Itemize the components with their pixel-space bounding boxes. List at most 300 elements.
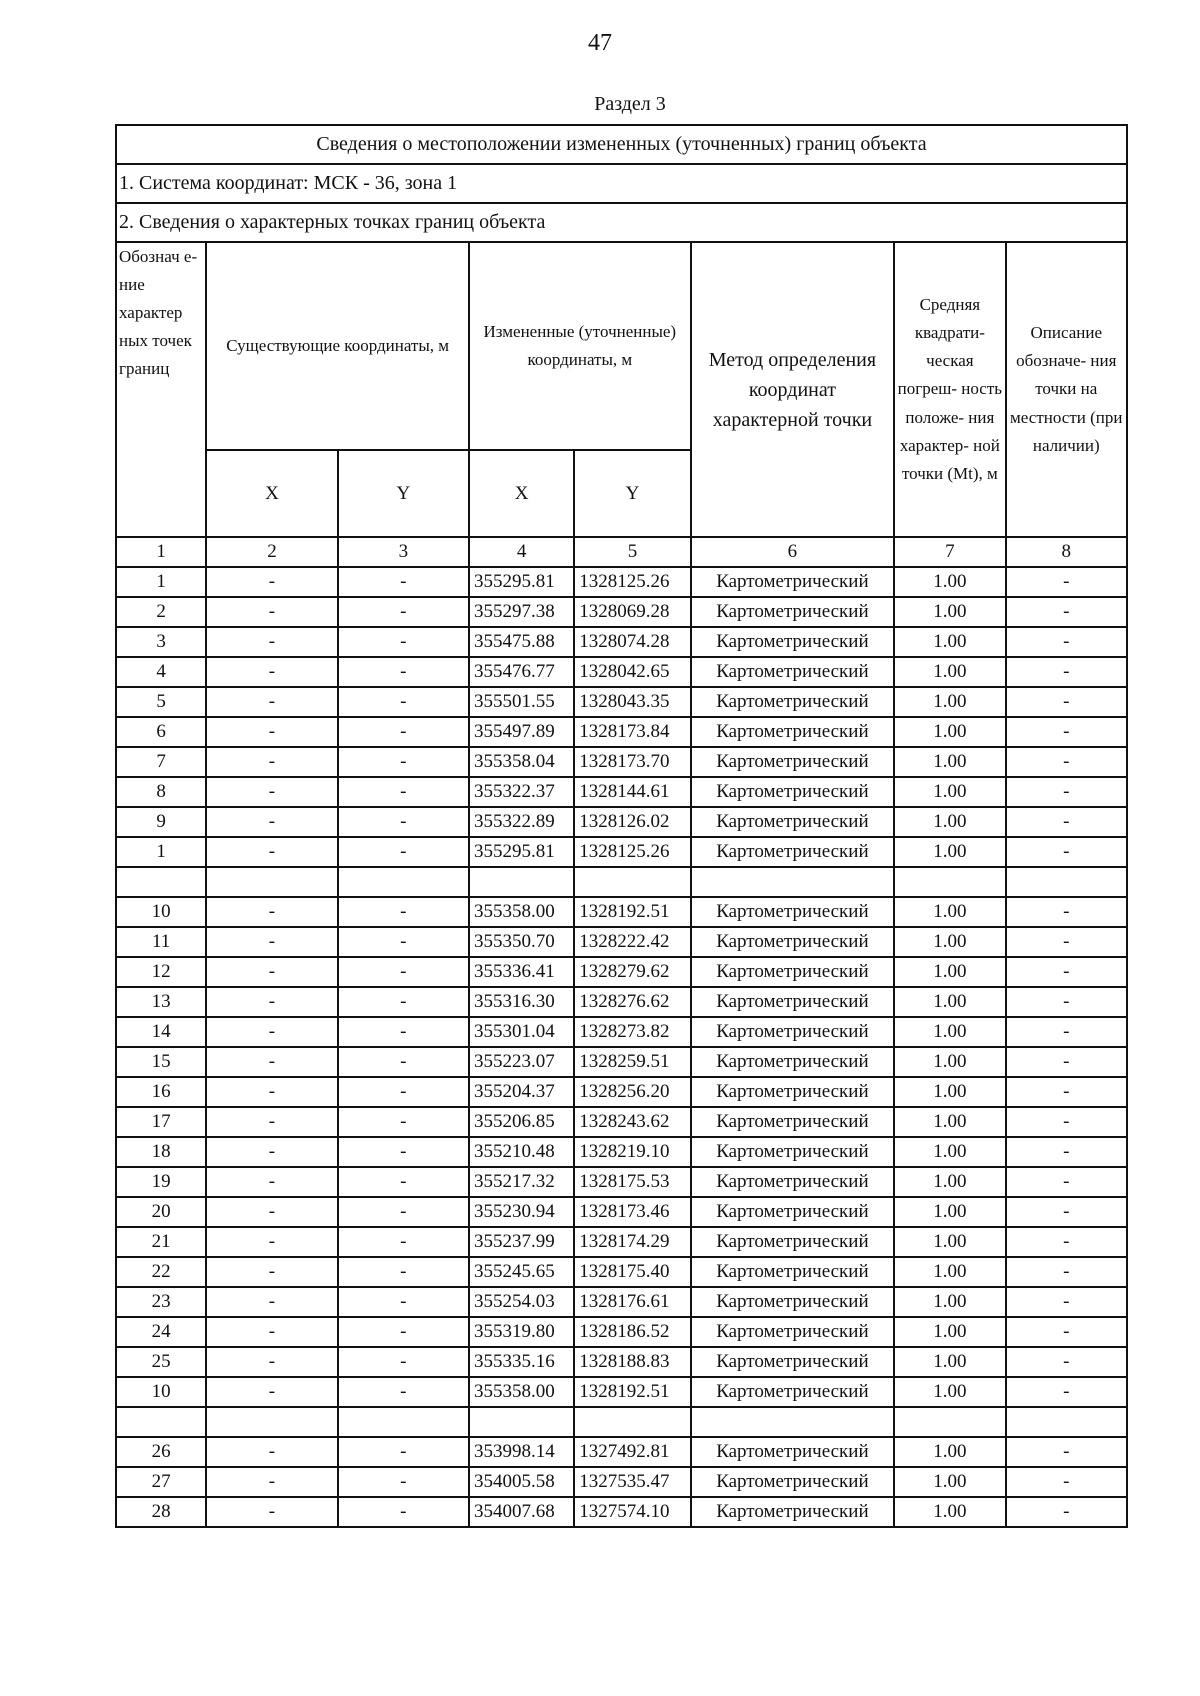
header-method: Метод определения координат характерной точки — [691, 242, 895, 537]
method-cell: Картометрический — [691, 567, 895, 597]
changed-x-cell: 355295.81 — [469, 837, 574, 867]
description-cell: - — [1006, 1197, 1127, 1227]
existing-y-cell: - — [338, 747, 469, 777]
table-row — [116, 1497, 1127, 1527]
table-row — [116, 1137, 1127, 1167]
description-cell: - — [1006, 1347, 1127, 1377]
existing-x-cell: - — [206, 1257, 337, 1287]
changed-x-cell: 355322.89 — [469, 807, 574, 837]
mean-error-cell: 1.00 — [894, 927, 1005, 957]
changed-x-cell: 355254.03 — [469, 1287, 574, 1317]
header-existing-x: X — [206, 450, 337, 537]
changed-x-cell: 355301.04 — [469, 1017, 574, 1047]
changed-x-cell: 355237.99 — [469, 1227, 574, 1257]
table-row — [116, 717, 1127, 747]
mean-error-cell: 1.00 — [894, 1137, 1005, 1167]
description-cell: - — [1006, 1287, 1127, 1317]
changed-x-cell: 354007.68 — [469, 1497, 574, 1527]
point-number-cell: 22 — [116, 1257, 206, 1287]
changed-x-cell: 355358.00 — [469, 897, 574, 927]
existing-x-cell: - — [206, 1227, 337, 1257]
existing-y-cell: - — [338, 897, 469, 927]
existing-y-cell: - — [338, 1137, 469, 1167]
existing-y-cell: - — [338, 1377, 469, 1407]
description-cell: - — [1006, 777, 1127, 807]
changed-y-cell — [574, 867, 690, 897]
changed-x-cell: 355335.16 — [469, 1347, 574, 1377]
changed-x-cell: 355336.41 — [469, 957, 574, 987]
existing-x-cell: - — [206, 1107, 337, 1137]
section-title: Раздел 3 — [594, 93, 666, 115]
existing-y-cell: - — [338, 1107, 469, 1137]
column-number: 6 — [691, 537, 895, 567]
description-cell: - — [1006, 1167, 1127, 1197]
mean-error-cell: 1.00 — [894, 1227, 1005, 1257]
changed-y-cell: 1328256.20 — [574, 1077, 690, 1107]
existing-y-cell: - — [338, 1077, 469, 1107]
changed-y-cell: 1328276.62 — [574, 987, 690, 1017]
changed-y-cell: 1328173.46 — [574, 1197, 690, 1227]
existing-x-cell: - — [206, 1377, 337, 1407]
description-cell: - — [1006, 1377, 1127, 1407]
header-changed-y: Y — [574, 450, 690, 537]
table-row — [116, 1377, 1127, 1407]
existing-x-cell — [206, 867, 337, 897]
table-row — [116, 1077, 1127, 1107]
changed-x-cell: 355358.00 — [469, 1377, 574, 1407]
method-cell: Картометрический — [691, 1257, 895, 1287]
header-designation: Обознач е-ние характер ных точек границ — [116, 242, 206, 537]
changed-y-cell: 1328043.35 — [574, 687, 690, 717]
mean-error-cell: 1.00 — [894, 1317, 1005, 1347]
table-row — [116, 1107, 1127, 1137]
existing-y-cell: - — [338, 1197, 469, 1227]
table-row — [116, 1047, 1127, 1077]
table-row — [116, 657, 1127, 687]
description-cell: - — [1006, 1107, 1127, 1137]
table-row — [116, 597, 1127, 627]
existing-y-cell: - — [338, 807, 469, 837]
changed-x-cell: 355350.70 — [469, 927, 574, 957]
changed-y-cell: 1328074.28 — [574, 627, 690, 657]
existing-x-cell: - — [206, 597, 337, 627]
existing-y-cell — [338, 867, 469, 897]
mean-error-cell: 1.00 — [894, 1497, 1005, 1527]
mean-error-cell: 1.00 — [894, 897, 1005, 927]
existing-y-cell: - — [338, 567, 469, 597]
changed-x-cell: 355230.94 — [469, 1197, 574, 1227]
column-numbers-row — [116, 537, 1127, 567]
existing-x-cell: - — [206, 927, 337, 957]
table-row — [116, 1197, 1127, 1227]
description-cell: - — [1006, 1017, 1127, 1047]
existing-y-cell: - — [338, 717, 469, 747]
description-cell: - — [1006, 1077, 1127, 1107]
table-row — [116, 927, 1127, 957]
changed-x-cell — [469, 1407, 574, 1437]
method-cell: Картометрический — [691, 1317, 895, 1347]
changed-x-cell: 355319.80 — [469, 1317, 574, 1347]
changed-y-cell: 1328188.83 — [574, 1347, 690, 1377]
existing-x-cell — [206, 1407, 337, 1437]
description-cell: - — [1006, 1137, 1127, 1167]
changed-y-cell: 1328192.51 — [574, 897, 690, 927]
existing-x-cell: - — [206, 627, 337, 657]
existing-y-cell: - — [338, 777, 469, 807]
mean-error-cell: 1.00 — [894, 1077, 1005, 1107]
table-row — [116, 837, 1127, 867]
changed-x-cell: 355245.65 — [469, 1257, 574, 1287]
changed-y-cell: 1327492.81 — [574, 1437, 690, 1467]
point-number-cell: 5 — [116, 687, 206, 717]
point-number-cell: 13 — [116, 987, 206, 1017]
table-row — [116, 957, 1127, 987]
header-description: Описание обозначе- ния точки на местности (при наличии) — [1006, 242, 1127, 537]
table-row — [116, 1437, 1127, 1467]
changed-y-cell — [574, 1407, 690, 1437]
mean-error-cell: 1.00 — [894, 567, 1005, 597]
mean-error-cell: 1.00 — [894, 1047, 1005, 1077]
existing-x-cell: - — [206, 747, 337, 777]
point-number-cell: 15 — [116, 1047, 206, 1077]
table-row-separator — [116, 867, 1127, 897]
table-banner: Сведения о местоположении измененных (уточненных) границ объекта — [116, 125, 1127, 164]
changed-y-cell: 1328186.52 — [574, 1317, 690, 1347]
description-cell: - — [1006, 597, 1127, 627]
existing-x-cell: - — [206, 1497, 337, 1527]
method-cell: Картометрический — [691, 717, 895, 747]
existing-y-cell: - — [338, 1497, 469, 1527]
changed-x-cell: 355210.48 — [469, 1137, 574, 1167]
changed-y-cell: 1328125.26 — [574, 837, 690, 867]
changed-y-cell: 1327574.10 — [574, 1497, 690, 1527]
changed-y-cell: 1328175.40 — [574, 1257, 690, 1287]
existing-x-cell: - — [206, 657, 337, 687]
point-number-cell: 27 — [116, 1467, 206, 1497]
mean-error-cell: 1.00 — [894, 987, 1005, 1017]
existing-y-cell: - — [338, 837, 469, 867]
mean-error-cell — [894, 867, 1005, 897]
existing-y-cell: - — [338, 1437, 469, 1467]
method-cell: Картометрический — [691, 837, 895, 867]
description-cell: - — [1006, 837, 1127, 867]
mean-error-cell: 1.00 — [894, 1347, 1005, 1377]
existing-x-cell: - — [206, 957, 337, 987]
changed-x-cell: 355501.55 — [469, 687, 574, 717]
point-number-cell: 26 — [116, 1437, 206, 1467]
changed-y-cell: 1328069.28 — [574, 597, 690, 627]
point-number-cell — [116, 1407, 206, 1437]
existing-x-cell: - — [206, 1137, 337, 1167]
description-cell: - — [1006, 747, 1127, 777]
existing-x-cell: - — [206, 717, 337, 747]
description-cell: - — [1006, 687, 1127, 717]
table-body — [116, 567, 1127, 1527]
existing-y-cell: - — [338, 1227, 469, 1257]
description-cell: - — [1006, 1437, 1127, 1467]
existing-x-cell: - — [206, 1317, 337, 1347]
mean-error-cell: 1.00 — [894, 657, 1005, 687]
description-cell: - — [1006, 1317, 1127, 1347]
method-cell: Картометрический — [691, 927, 895, 957]
changed-x-cell: 355223.07 — [469, 1047, 574, 1077]
column-number: 2 — [206, 537, 337, 567]
method-cell: Картометрический — [691, 1437, 895, 1467]
existing-y-cell: - — [338, 1467, 469, 1497]
table-row — [116, 897, 1127, 927]
point-number-cell: 14 — [116, 1017, 206, 1047]
changed-y-cell: 1328144.61 — [574, 777, 690, 807]
existing-x-cell: - — [206, 1077, 337, 1107]
point-number-cell: 2 — [116, 597, 206, 627]
table-row — [116, 1347, 1127, 1377]
mean-error-cell: 1.00 — [894, 747, 1005, 777]
point-number-cell: 28 — [116, 1497, 206, 1527]
existing-y-cell: - — [338, 657, 469, 687]
method-cell: Картометрический — [691, 957, 895, 987]
existing-x-cell: - — [206, 567, 337, 597]
existing-y-cell: - — [338, 987, 469, 1017]
point-number-cell: 10 — [116, 897, 206, 927]
mean-error-cell: 1.00 — [894, 1287, 1005, 1317]
header-existing-y: Y — [338, 450, 469, 537]
changed-y-cell: 1328222.42 — [574, 927, 690, 957]
existing-y-cell: - — [338, 1347, 469, 1377]
changed-y-cell: 1328219.10 — [574, 1137, 690, 1167]
changed-x-cell: 355358.04 — [469, 747, 574, 777]
table-row — [116, 747, 1127, 777]
header-mean-error: Средняя квадрати- ческая погреш- ность положе- ния характер- ной точки (Mt), м — [894, 242, 1005, 537]
point-number-cell: 4 — [116, 657, 206, 687]
changed-y-cell: 1328176.61 — [574, 1287, 690, 1317]
mean-error-cell: 1.00 — [894, 717, 1005, 747]
existing-x-cell: - — [206, 1347, 337, 1377]
method-cell: Картометрический — [691, 1047, 895, 1077]
point-number-cell: 21 — [116, 1227, 206, 1257]
method-cell: Картометрический — [691, 1287, 895, 1317]
point-number-cell: 1 — [116, 567, 206, 597]
column-number: 8 — [1006, 537, 1127, 567]
table-row — [116, 1287, 1127, 1317]
description-cell: - — [1006, 1497, 1127, 1527]
description-cell — [1006, 1407, 1127, 1437]
mean-error-cell: 1.00 — [894, 627, 1005, 657]
point-number-cell: 17 — [116, 1107, 206, 1137]
table-row-separator — [116, 1407, 1127, 1437]
method-cell: Картометрический — [691, 1107, 895, 1137]
existing-y-cell: - — [338, 627, 469, 657]
mean-error-cell: 1.00 — [894, 807, 1005, 837]
changed-x-cell: 355204.37 — [469, 1077, 574, 1107]
method-cell: Картометрический — [691, 1467, 895, 1497]
point-number-cell: 10 — [116, 1377, 206, 1407]
method-cell: Картометрический — [691, 807, 895, 837]
existing-x-cell: - — [206, 1467, 337, 1497]
column-number: 4 — [469, 537, 574, 567]
changed-y-cell: 1328173.84 — [574, 717, 690, 747]
description-cell: - — [1006, 1257, 1127, 1287]
point-number-cell: 9 — [116, 807, 206, 837]
existing-y-cell: - — [338, 1047, 469, 1077]
table-row — [116, 687, 1127, 717]
method-cell — [691, 867, 895, 897]
existing-y-cell: - — [338, 597, 469, 627]
changed-y-cell: 1328175.53 — [574, 1167, 690, 1197]
changed-y-cell: 1328192.51 — [574, 1377, 690, 1407]
method-cell: Картометрический — [691, 1227, 895, 1257]
existing-x-cell: - — [206, 897, 337, 927]
table-row — [116, 777, 1127, 807]
table-row — [116, 627, 1127, 657]
table-row — [116, 1317, 1127, 1347]
existing-x-cell: - — [206, 987, 337, 1017]
changed-y-cell: 1328259.51 — [574, 1047, 690, 1077]
method-cell: Картометрический — [691, 687, 895, 717]
description-cell: - — [1006, 987, 1127, 1017]
page-number: 47 — [588, 30, 612, 56]
changed-y-cell: 1328279.62 — [574, 957, 690, 987]
changed-x-cell: 355476.77 — [469, 657, 574, 687]
method-cell: Картометрический — [691, 1137, 895, 1167]
description-cell: - — [1006, 957, 1127, 987]
table-row — [116, 987, 1127, 1017]
mean-error-cell: 1.00 — [894, 597, 1005, 627]
column-number: 7 — [894, 537, 1005, 567]
description-cell: - — [1006, 1047, 1127, 1077]
method-cell: Картометрический — [691, 1017, 895, 1047]
point-number-cell: 8 — [116, 777, 206, 807]
existing-y-cell: - — [338, 1317, 469, 1347]
description-cell: - — [1006, 567, 1127, 597]
mean-error-cell: 1.00 — [894, 687, 1005, 717]
coordinates-table — [115, 124, 1128, 1528]
point-number-cell: 1 — [116, 837, 206, 867]
description-cell: - — [1006, 897, 1127, 927]
mean-error-cell: 1.00 — [894, 1467, 1005, 1497]
table-row — [116, 1227, 1127, 1257]
column-number: 5 — [574, 537, 690, 567]
point-number-cell: 18 — [116, 1137, 206, 1167]
method-cell: Картометрический — [691, 1167, 895, 1197]
changed-y-cell: 1328174.29 — [574, 1227, 690, 1257]
existing-x-cell: - — [206, 837, 337, 867]
mean-error-cell: 1.00 — [894, 837, 1005, 867]
point-number-cell — [116, 867, 206, 897]
existing-x-cell: - — [206, 777, 337, 807]
existing-y-cell: - — [338, 1287, 469, 1317]
changed-x-cell: 355475.88 — [469, 627, 574, 657]
point-number-cell: 11 — [116, 927, 206, 957]
column-number: 3 — [338, 537, 469, 567]
changed-y-cell: 1328243.62 — [574, 1107, 690, 1137]
changed-y-cell: 1328125.26 — [574, 567, 690, 597]
changed-y-cell: 1328173.70 — [574, 747, 690, 777]
method-cell: Картометрический — [691, 657, 895, 687]
existing-y-cell: - — [338, 687, 469, 717]
mean-error-cell: 1.00 — [894, 1377, 1005, 1407]
mean-error-cell: 1.00 — [894, 1167, 1005, 1197]
coordinate-system: 1. Система координат: МСК - 36, зона 1 — [116, 164, 1127, 203]
existing-y-cell: - — [338, 927, 469, 957]
method-cell: Картометрический — [691, 1377, 895, 1407]
existing-y-cell: - — [338, 1167, 469, 1197]
header-existing-coords: Существующие координаты, м — [206, 242, 469, 450]
method-cell: Картометрический — [691, 1077, 895, 1107]
existing-x-cell: - — [206, 807, 337, 837]
changed-y-cell: 1328042.65 — [574, 657, 690, 687]
method-cell — [691, 1407, 895, 1437]
table-row — [116, 807, 1127, 837]
mean-error-cell: 1.00 — [894, 1107, 1005, 1137]
method-cell: Картометрический — [691, 897, 895, 927]
method-cell: Картометрический — [691, 1497, 895, 1527]
header-changed-x: X — [469, 450, 574, 537]
existing-x-cell: - — [206, 1287, 337, 1317]
changed-x-cell: 355316.30 — [469, 987, 574, 1017]
method-cell: Картометрический — [691, 1197, 895, 1227]
existing-x-cell: - — [206, 1197, 337, 1227]
point-number-cell: 6 — [116, 717, 206, 747]
description-cell: - — [1006, 657, 1127, 687]
method-cell: Картометрический — [691, 597, 895, 627]
description-cell: - — [1006, 627, 1127, 657]
changed-x-cell: 354005.58 — [469, 1467, 574, 1497]
header-changed-coords: Измененные (уточненные) координаты, м — [469, 242, 691, 450]
existing-y-cell — [338, 1407, 469, 1437]
method-cell: Картометрический — [691, 627, 895, 657]
description-cell: - — [1006, 717, 1127, 747]
description-cell: - — [1006, 1467, 1127, 1497]
method-cell: Картометрический — [691, 987, 895, 1017]
table-row — [116, 1257, 1127, 1287]
table-row — [116, 567, 1127, 597]
point-number-cell: 23 — [116, 1287, 206, 1317]
changed-x-cell — [469, 867, 574, 897]
existing-x-cell: - — [206, 1167, 337, 1197]
changed-x-cell: 353998.14 — [469, 1437, 574, 1467]
point-number-cell: 3 — [116, 627, 206, 657]
table-row — [116, 1467, 1127, 1497]
existing-x-cell: - — [206, 1017, 337, 1047]
point-number-cell: 25 — [116, 1347, 206, 1377]
changed-y-cell: 1328126.02 — [574, 807, 690, 837]
changed-x-cell: 355295.81 — [469, 567, 574, 597]
mean-error-cell — [894, 1407, 1005, 1437]
description-cell: - — [1006, 927, 1127, 957]
point-number-cell: 20 — [116, 1197, 206, 1227]
description-cell — [1006, 867, 1127, 897]
existing-x-cell: - — [206, 1437, 337, 1467]
changed-x-cell: 355217.32 — [469, 1167, 574, 1197]
description-cell: - — [1006, 807, 1127, 837]
existing-y-cell: - — [338, 1257, 469, 1287]
method-cell: Картометрический — [691, 747, 895, 777]
table-row — [116, 1167, 1127, 1197]
changed-x-cell: 355297.38 — [469, 597, 574, 627]
existing-y-cell: - — [338, 957, 469, 987]
existing-x-cell: - — [206, 687, 337, 717]
changed-x-cell: 355497.89 — [469, 717, 574, 747]
existing-y-cell: - — [338, 1017, 469, 1047]
description-cell: - — [1006, 1227, 1127, 1257]
mean-error-cell: 1.00 — [894, 1017, 1005, 1047]
mean-error-cell: 1.00 — [894, 1257, 1005, 1287]
method-cell: Картометрический — [691, 1347, 895, 1377]
column-number: 1 — [116, 537, 206, 567]
mean-error-cell: 1.00 — [894, 1437, 1005, 1467]
changed-y-cell: 1328273.82 — [574, 1017, 690, 1047]
method-cell: Картометрический — [691, 777, 895, 807]
